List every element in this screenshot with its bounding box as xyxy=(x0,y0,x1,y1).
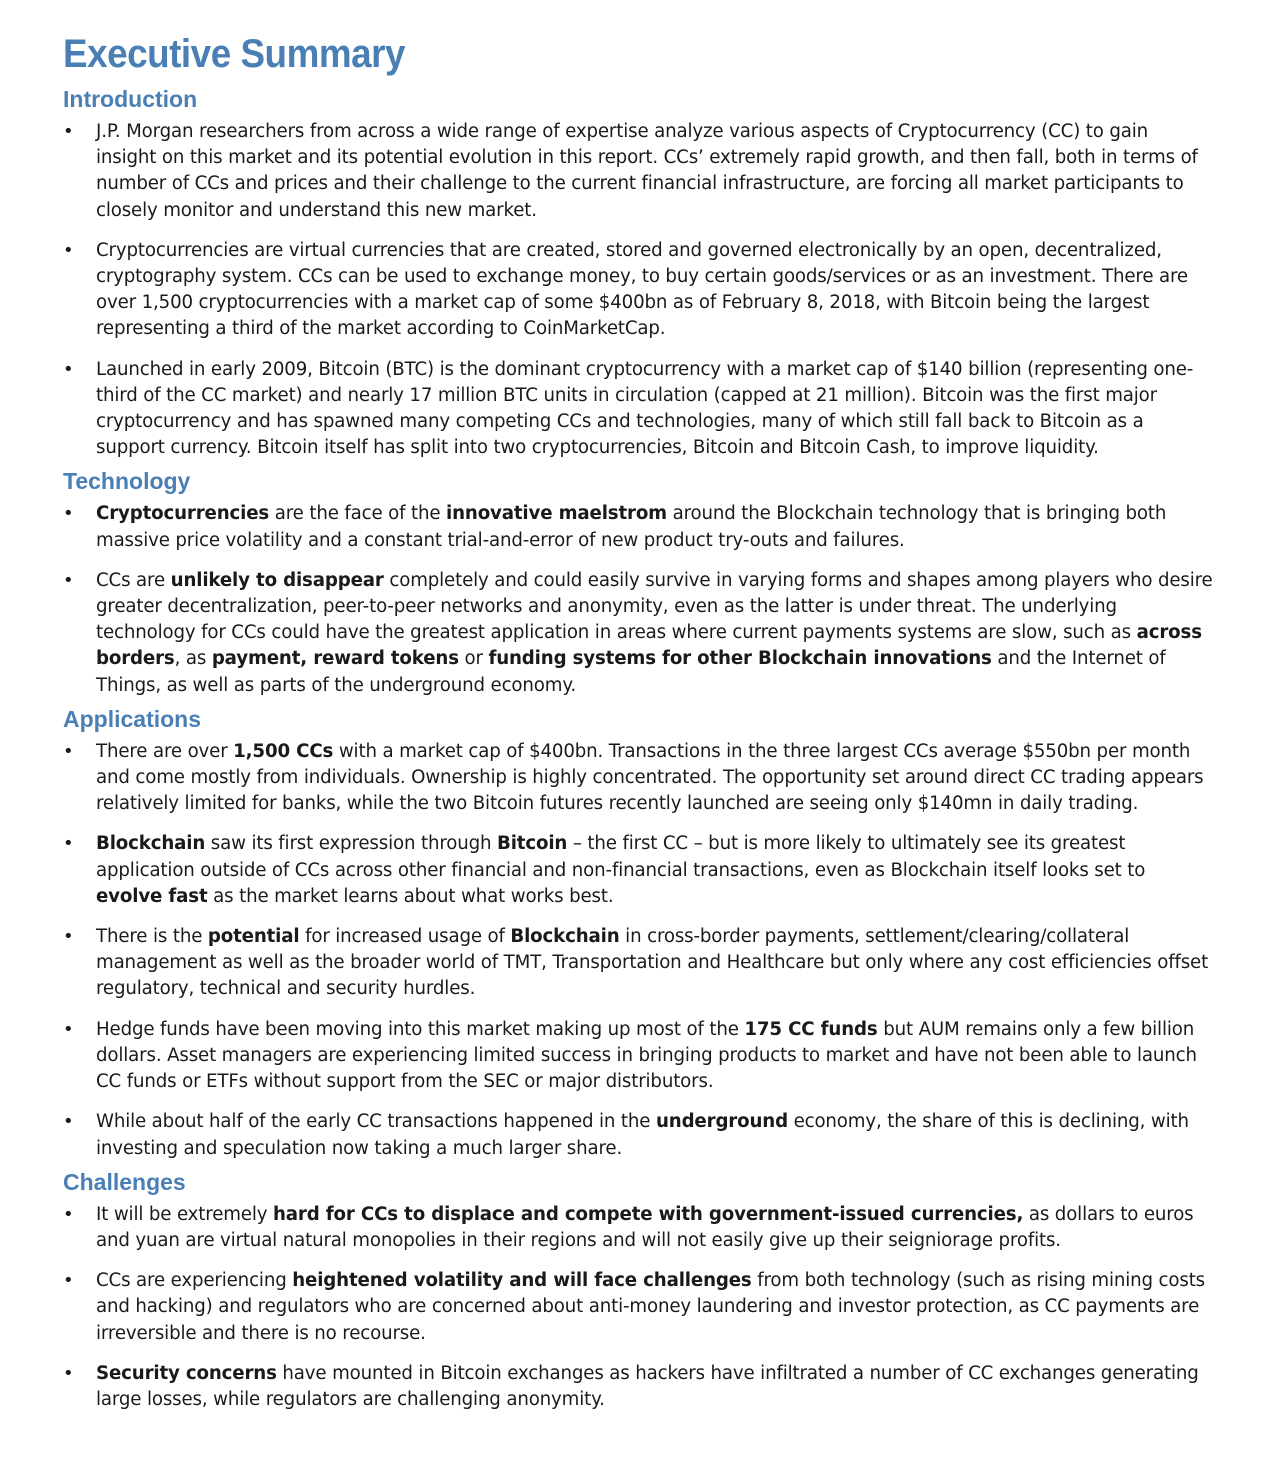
bold-text: funding systems for other Blockchain innovations xyxy=(488,648,992,670)
list-item xyxy=(63,119,1213,224)
list-item xyxy=(63,1268,1213,1347)
bullet-list xyxy=(63,119,1213,461)
text-run: as the market learns about what works best. xyxy=(207,885,614,907)
bold-text: 1,500 CCs xyxy=(233,740,334,762)
bullet-icon: • xyxy=(63,1018,74,1040)
bold-text: payment, reward tokens xyxy=(211,648,459,670)
bullet-icon: • xyxy=(63,740,74,762)
page-title: Executive Summary xyxy=(63,32,405,76)
bullet-icon: • xyxy=(63,121,74,142)
bullet-list xyxy=(63,1202,1213,1413)
text-run: in cross-border payments, settlement/clearing/collateral management as well as the broader world of TMT, Transportation and Healthcare but only where any cost efficiencies offset regulatory, technical and security hurdles. xyxy=(96,926,1209,1000)
text-run: Hedge funds have been moving into this market making up most of the xyxy=(96,1018,745,1040)
bold-text: unlikely to disappear xyxy=(170,569,384,591)
text-run: J.P. Morgan researchers from across a wide range of expertise analyze various aspects of Cryptocurrency (CC) to gain insight on this market and its potential evolution in this report. CCs’ extremely rapid growth, and then fall, both in terms of number of CCs and prices and their challenge to the current financial infrastructure, are forcing all market participants to closely monitor and understand this new market. xyxy=(96,121,1198,221)
bullet-list xyxy=(63,501,1213,698)
text-run: for increased usage of xyxy=(299,926,511,948)
bullet-icon: • xyxy=(63,1111,74,1133)
text-run: While about half of the early CC transactions happened in the xyxy=(96,1111,656,1133)
bullet-icon: • xyxy=(63,1362,74,1384)
list-item xyxy=(63,831,1213,910)
list-item xyxy=(63,568,1213,699)
sections-container xyxy=(63,85,1213,1413)
text-run: CCs are xyxy=(96,569,171,591)
bullet-list xyxy=(63,739,1213,1162)
bold-text: innovative maelstrom xyxy=(446,503,667,525)
list-item xyxy=(63,238,1213,343)
text-run: with a market cap of $400bn. Transactions in the three largest CCs average $550bn per month and come mostly from individuals. Ownership is highly concentrated. The opportunity set around direct CC trading appears relatively limited for banks, while the two Bitcoin futures recently launched are seeing only $140mn in daily trading. xyxy=(96,740,1204,815)
document-page xyxy=(63,28,1213,1419)
section-heading-technology: Technology xyxy=(63,468,191,495)
bold-text: heightened volatility and will face challenges xyxy=(292,1270,752,1292)
text-run: from both technology (such as rising mining costs and hacking) and regulators who are concerned about anti-money laundering and investor protection, as CC payments are irreversible and there is no recourse. xyxy=(96,1270,1205,1344)
text-run: It will be extremely xyxy=(96,1203,273,1225)
bullet-icon: • xyxy=(63,569,74,591)
text-run: as dollars to euros and yuan are virtual natural monopolies in their regions and will not easily give up their seigniorage profits. xyxy=(96,1203,1194,1251)
list-item xyxy=(63,1361,1213,1413)
text-run: and the Internet of Things, as well as parts of the underground economy. xyxy=(96,648,1166,696)
list-item xyxy=(63,1109,1213,1161)
bullet-icon: • xyxy=(63,1203,74,1225)
bullet-icon: • xyxy=(63,833,74,855)
bold-text: potential xyxy=(207,926,300,948)
bold-text: underground xyxy=(655,1111,788,1133)
bullet-icon: • xyxy=(63,926,74,948)
bullet-icon: • xyxy=(63,1270,74,1292)
text-run: There is the xyxy=(96,926,208,948)
list-item xyxy=(63,924,1213,1003)
bold-text: Blockchain xyxy=(96,833,206,855)
text-run: have mounted in Bitcoin exchanges as hackers have infiltrated a number of CC exchanges generating large losses, while regulators are challenging anonymity. xyxy=(96,1362,1199,1410)
text-run: – the first CC – but is more likely to ultimately see its greatest application outside of CCs across other financial and non-financial transactions, even as Blockchain itself looks set to xyxy=(96,833,1146,881)
text-run: Launched in early 2009, Bitcoin (BTC) is the dominant cryptocurrency with a market cap of $140 billion (representing one-third of the CC market) and nearly 17 million BTC units in circulation (capped at 21 million). Bitcoin was the first major cryptocurrency and has spawned many competing CCs and technologies, many of which still fall back to Bitcoin as a support currency. Bitcoin itself has split into two cryptocurrencies, Bitcoin and Bitcoin Cash, to improve liquidity. xyxy=(96,358,1194,459)
list-item xyxy=(63,1202,1213,1254)
text-run: saw its first expression through xyxy=(205,833,498,855)
section-heading-challenges: Challenges xyxy=(63,1168,186,1195)
bold-text: hard for CCs to displace and compete with government-issued currencies, xyxy=(273,1203,1024,1225)
list-item xyxy=(63,501,1213,553)
text-run: are the face of the xyxy=(269,503,447,525)
list-item xyxy=(63,739,1213,818)
text-run: around the Blockchain technology that is bringing both massive price volatility and a constant trial-and-error of new product try-outs and failures. xyxy=(96,503,1167,551)
bold-text: 175 CC funds xyxy=(744,1018,878,1040)
text-run: There are over xyxy=(96,740,234,762)
text-run: , as xyxy=(174,648,212,670)
list-item xyxy=(63,1017,1213,1096)
list-item xyxy=(63,357,1213,462)
bullet-icon: • xyxy=(63,503,74,525)
bold-text: evolve fast xyxy=(96,885,208,907)
section-heading-introduction: Introduction xyxy=(63,86,198,112)
section-heading-applications: Applications xyxy=(63,705,202,732)
bold-text: Blockchain xyxy=(510,926,620,948)
bullet-icon: • xyxy=(63,358,74,380)
text-run: Cryptocurrencies are virtual currencies that are created, stored and governed electronically by an open, decentralized, cryptography system. CCs can be used to exchange money, to buy certain goods/services or as an investment. There are over 1,500 cryptocurrencies with a market cap of some $400bn as of February 8, 2018, with Bitcoin being the largest representing a third of the market according to CoinMarketCap. xyxy=(96,239,1188,340)
bold-text: across borders xyxy=(96,622,1202,670)
text-run: economy, the share of this is declining, with investing and speculation now taking a much larger share. xyxy=(96,1111,1189,1159)
text-run: CCs are experiencing xyxy=(96,1270,293,1292)
text-run: or xyxy=(458,648,489,670)
text-run: completely and could easily survive in varying forms and shapes among players who desire greater decentralization, peer-to-peer networks and anonymity, even as the latter is under threat. The underlying technology for CCs could have the greatest application in areas where current payments systems are slow, such as xyxy=(96,569,1213,644)
bold-text: Security concerns xyxy=(96,1362,277,1384)
text-run: but AUM remains only a few billion dollars. Asset managers are experiencing limited success in bringing products to market and have not been able to launch CC funds or ETFs without support from the SEC or major distributors. xyxy=(96,1018,1197,1093)
bold-text: Bitcoin xyxy=(497,833,568,855)
bullet-icon: • xyxy=(63,239,74,261)
bold-text: Cryptocurrencies xyxy=(96,503,270,525)
